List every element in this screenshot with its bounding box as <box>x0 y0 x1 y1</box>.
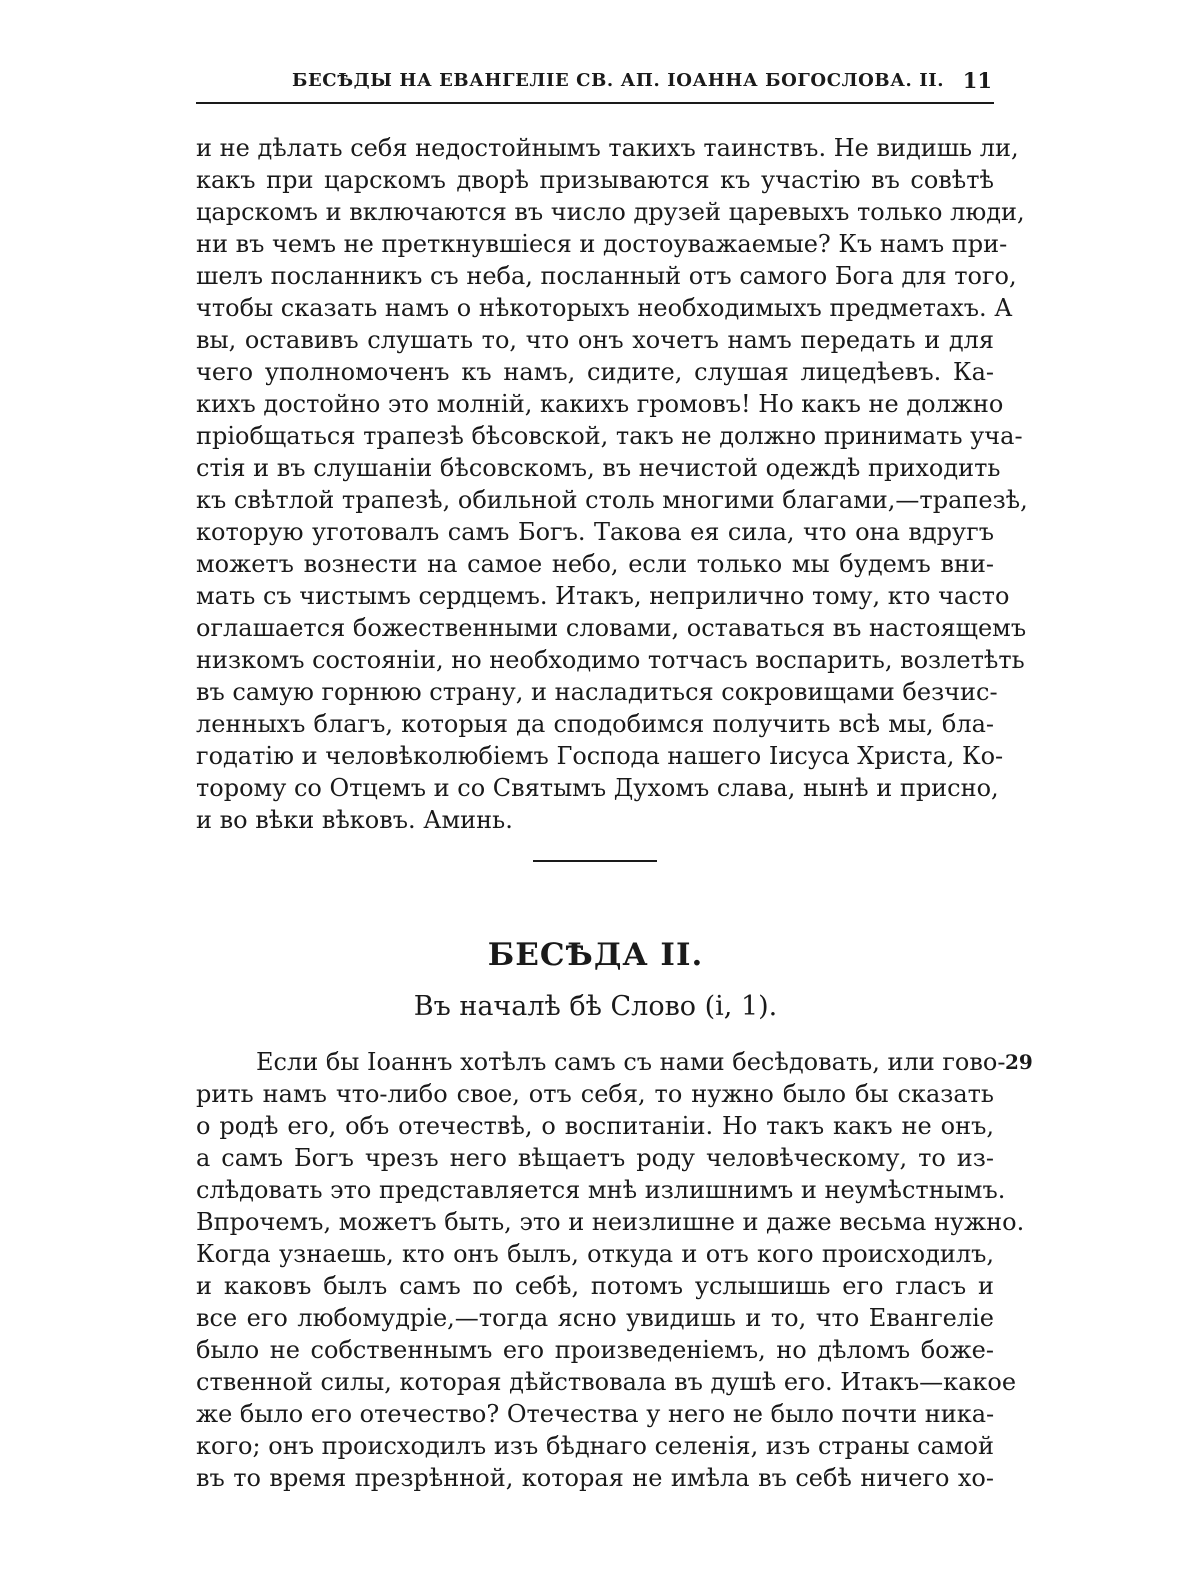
text-line: къ свѣтлой трапезѣ, обильной столь многими благами,—трапезѣ, <box>196 486 1028 514</box>
text-line: кого; онъ происходилъ изъ бѣднаго селенія, изъ страны самой <box>196 1432 994 1460</box>
text-line: торому со Отцемъ и со Святымъ Духомъ слава, нынѣ и присно, <box>196 774 999 802</box>
text-line: царскомъ и включаются въ число друзей царевыхъ только люди, <box>196 198 1025 226</box>
text-line: вы, оставивъ слушать то, что онъ хочетъ намъ передать и для <box>196 326 994 354</box>
text-line: чтобы сказать намъ о нѣкоторыхъ необходимыхъ предметахъ. А <box>196 294 1013 322</box>
text-line: ни въ чемъ не преткнувшіеся и достоуважаемые? Къ намъ при- <box>196 230 1008 258</box>
section-title: БЕСѢДА II. <box>487 937 704 973</box>
text-line: Впрочемъ, можетъ быть, это и неизлишне и даже весьма нужно. <box>196 1208 1025 1236</box>
text-line: чего уполномоченъ къ намъ, сидите, слушая лицедѣевъ. Ка- <box>196 358 994 386</box>
text-line: и во вѣки вѣковъ. Аминь. <box>196 806 513 834</box>
margin-number: 29 <box>1005 1050 1033 1074</box>
text-line: стія и въ слушаніи бѣсовскомъ, въ нечистой одеждѣ приходить <box>196 454 1001 482</box>
text-line: слѣдовать это представляется мнѣ излишнимъ и неумѣстнымъ. <box>196 1176 1006 1204</box>
header-rule <box>196 102 994 104</box>
text-line: кихъ достойно это молній, какихъ громовъ! Но какъ не должно <box>196 390 1004 418</box>
text-line: которую уготовалъ самъ Богъ. Такова ея сила, что она вдругъ <box>196 518 994 546</box>
text-line: о родѣ его, объ отечествѣ, о воспитаніи. Но такъ какъ не онъ, <box>196 1112 994 1140</box>
running-title: БЕСѢДЫ НА ЕВАНГЕЛІЕ СВ. АП. ІОАННА БОГОСЛОВА. II. <box>292 70 945 91</box>
section-separator <box>533 860 657 862</box>
text-line: оглашается божественными словами, оставаться въ настоящемъ <box>196 614 1027 642</box>
page-number: 11 <box>962 68 992 93</box>
text-line: мать съ чистымъ сердцемъ. Итакъ, неприлично тому, кто часто <box>196 582 1010 610</box>
text-line: все его любомудріе,—тогда ясно увидишь и то, что Евангеліе <box>196 1304 994 1332</box>
text-line: же было его отечество? Отечества у него не было почти ника- <box>196 1400 995 1428</box>
text-line: и каковъ былъ самъ по себѣ, потомъ услышишь его гласъ и <box>196 1272 994 1300</box>
text-line: въ самую горнюю страну, и насладиться сокровищами безчис- <box>196 678 998 706</box>
text-line: годатію и человѣколюбіемъ Господа нашего Іисуса Христа, Ко- <box>196 742 1004 770</box>
section-subtitle: Въ началѣ бѣ Слово (і, 1). <box>413 991 778 1022</box>
text-line: шелъ посланникъ съ неба, посланный отъ самого Бога для того, <box>196 262 1017 290</box>
continued-paragraph <box>196 132 1028 836</box>
text-line: можетъ вознести на самое небо, если только мы будемъ вни- <box>196 550 994 578</box>
text-line: пріобщаться трапезѣ бѣсовской, такъ не должно принимать уча- <box>196 422 1023 450</box>
text-line: было не собственнымъ его произведеніемъ, но дѣломъ боже- <box>196 1336 994 1364</box>
text-line: низкомъ состояніи, но необходимо тотчасъ воспарить, возлетѣть <box>196 646 1025 674</box>
running-head <box>196 70 994 106</box>
text-line: рить намъ что-либо свое, отъ себя, то нужно было бы сказать <box>196 1080 994 1108</box>
text-line: и не дѣлать себя недостойнымъ такихъ таинствъ. Не видишь ли, <box>196 134 1019 162</box>
text-line: ленныхъ благъ, которыя да сподобимся получить всѣ мы, бла- <box>196 710 994 738</box>
text-line: въ то время презрѣнной, которая не имѣла въ себѣ ничего хо- <box>196 1464 994 1492</box>
text-line: Когда узнаешь, кто онъ былъ, откуда и отъ кого происходилъ, <box>196 1240 994 1268</box>
text-line: ственной силы, которая дѣйствовала въ душѣ его. Итакъ—какое <box>196 1368 1017 1396</box>
text-line: Если бы Іоаннъ хотѣлъ самъ съ нами бесѣдовать, или гово- <box>256 1048 1006 1076</box>
text-line: какъ при царскомъ дворѣ призываются къ участію въ совѣтѣ <box>196 166 994 194</box>
text-line: а самъ Богъ чрезъ него вѣщаетъ роду человѣческому, то из- <box>196 1144 994 1172</box>
